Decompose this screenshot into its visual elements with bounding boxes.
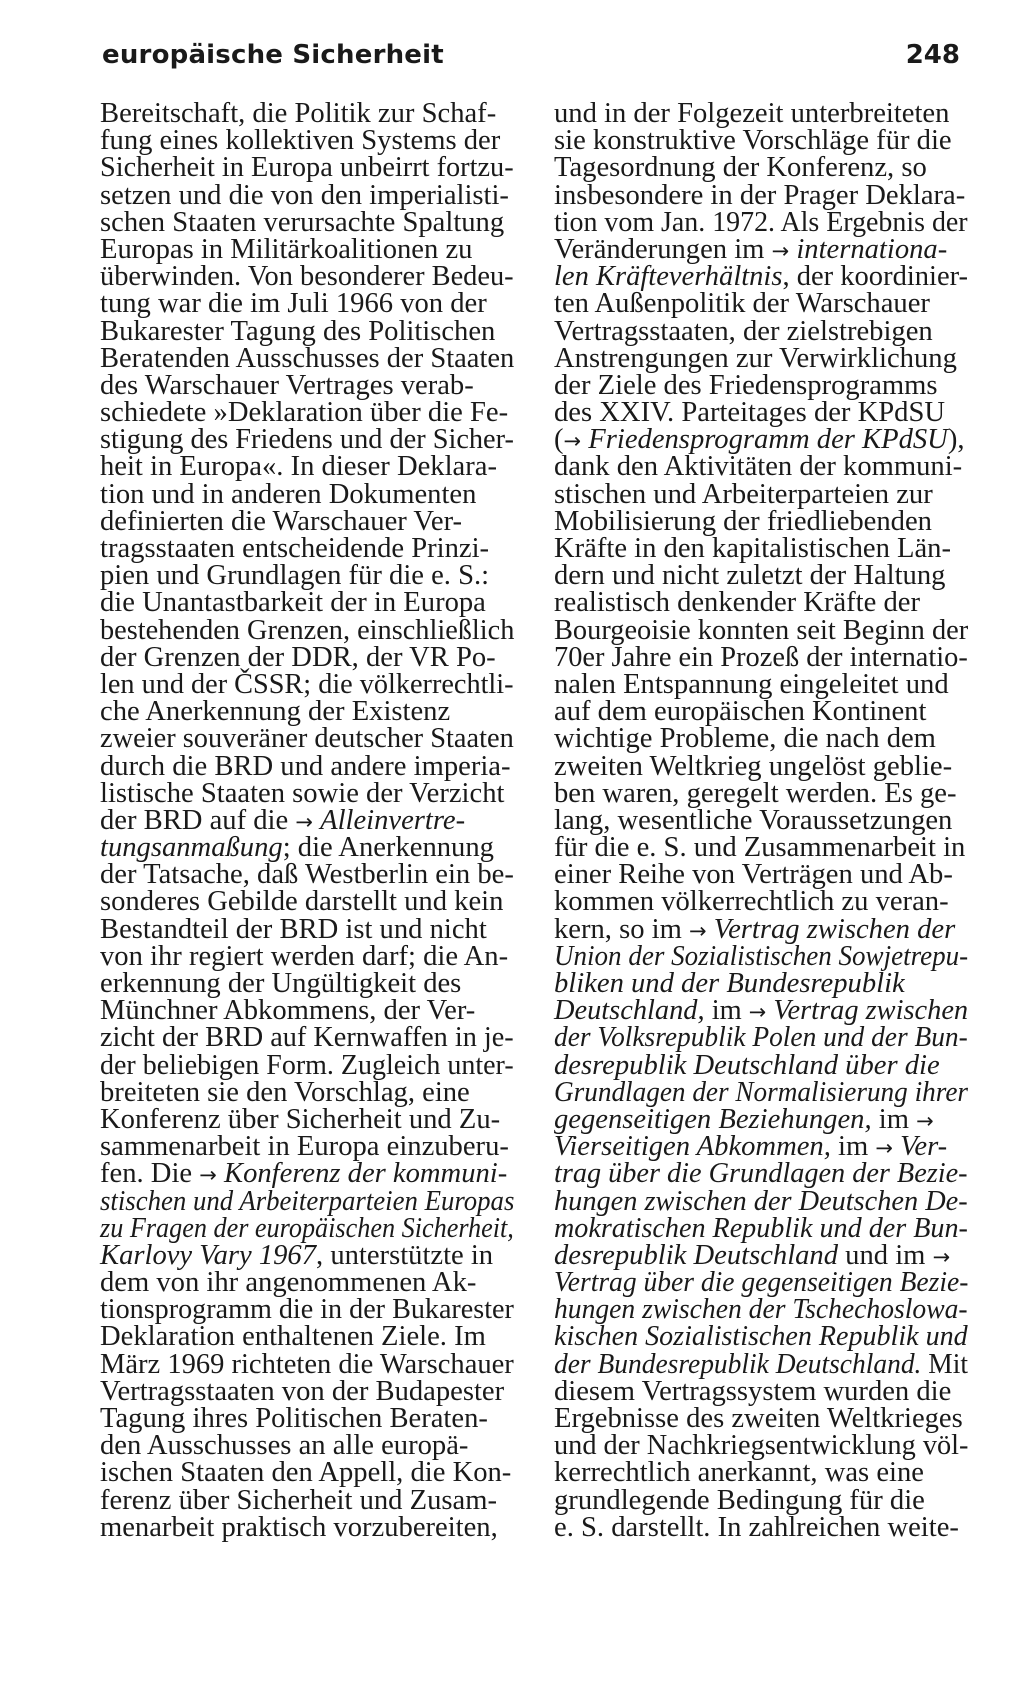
text-line: [100, 233, 514, 265]
text-segment: definierten die Warschauer Ver-: [100, 505, 463, 537]
text-line: [100, 1103, 514, 1135]
text-segment: fung eines kollektiven Systems der: [100, 125, 501, 157]
text-line: [554, 1484, 968, 1516]
text-line: [554, 913, 968, 945]
italic-reference-text: der Bundesrepublik Deutschland.: [554, 1348, 922, 1380]
text-segment: im: [830, 1131, 876, 1163]
text-segment: tragsstaaten entscheidende Prinzi-: [100, 533, 490, 564]
text-segment: stigung des Friedens und der Sicher-: [100, 424, 514, 456]
text-line: [554, 587, 968, 619]
text-segment: e. S. darstellt. In zahlreichen weite-: [554, 1511, 959, 1543]
text-line: [100, 1430, 514, 1462]
text-segment: Bereitschaft, die Politik zur Schaf-: [100, 98, 497, 129]
text-segment: Vertragsstaaten von der Budapester: [100, 1375, 505, 1407]
text-line: [554, 206, 968, 238]
text-segment: dank den Aktivitäten der kommuni-: [554, 451, 963, 483]
text-segment: Anstrengungen zur Verwirklichung: [554, 342, 957, 374]
text-segment: des Warschauer Vertrages verab-: [100, 369, 474, 401]
text-line: [554, 614, 969, 646]
text-line: [554, 1294, 968, 1326]
text-line: [100, 886, 514, 918]
text-segment: März 1969 richteten die Warschauer: [100, 1348, 514, 1380]
text-segment: tionsprogramm die in der Bukarester: [100, 1294, 514, 1326]
text-line: [554, 1511, 968, 1543]
text-segment: auf dem europäischen Kontinent: [554, 696, 927, 728]
text-segment: dem von ihr angenommenen Ak-: [100, 1267, 477, 1299]
text-line: [100, 668, 514, 700]
text-segment: , der koordinier-: [782, 261, 969, 293]
italic-reference-text: Alleinvertre-: [320, 804, 466, 836]
italic-reference-text: Friedensprogramm der KPdSU: [588, 424, 948, 456]
text-line: [554, 288, 968, 320]
text-line: [100, 1185, 515, 1217]
text-segment: heit in Europa«. In dieser Deklara-: [100, 451, 497, 483]
cross-reference-arrow-icon: →: [689, 918, 707, 943]
text-line: [554, 233, 968, 265]
text-line: [554, 804, 968, 836]
text-segment: diesem Vertragssystem wurden die: [554, 1375, 952, 1407]
text-line: [554, 1267, 969, 1299]
text-line: [554, 723, 968, 755]
italic-reference-text: trag über die Grundlagen der Bezie-: [554, 1158, 968, 1190]
text-segment: die Unantastbarkeit der in Europa: [100, 587, 486, 619]
text-segment: Bourgeoisie konnten seit Beginn der: [554, 614, 969, 646]
text-segment: im: [704, 995, 749, 1027]
cross-reference-arrow-icon: →: [563, 429, 582, 454]
italic-reference-text: desrepublik Deutschland über die: [554, 1049, 940, 1081]
italic-reference-text: mokratischen Republik und der Bun-: [554, 1212, 968, 1244]
text-line: [554, 1049, 968, 1081]
cross-reference-arrow-icon: →: [932, 1244, 951, 1269]
italic-reference-text: hungen zwischen der Deutschen De-: [554, 1185, 968, 1217]
text-line: [100, 1484, 514, 1516]
italic-reference-text: gegenseitigen Beziehungen,: [554, 1103, 872, 1135]
text-line: [554, 535, 968, 562]
text-line: [100, 1212, 514, 1244]
text-line: [554, 397, 968, 429]
text-line: [554, 1405, 968, 1432]
text-line: [100, 152, 514, 184]
text-line: [554, 125, 968, 157]
text-segment: sonderes Gebilde darstellt und kein: [100, 886, 504, 918]
text-segment: lang, wesentliche Voraussetzungen: [554, 804, 953, 836]
text-line: [554, 315, 968, 347]
text-line: [554, 369, 968, 401]
page-number: 248: [905, 40, 960, 70]
text-line: [100, 505, 514, 537]
text-line: [100, 1348, 514, 1380]
left-text-column: [100, 100, 514, 1541]
text-line: [100, 424, 514, 456]
text-line: [100, 913, 514, 945]
text-line: [554, 1022, 968, 1054]
text-segment: und im: [838, 1239, 933, 1271]
text-segment: 70er Jahre ein Prozeß der internatio-: [554, 641, 968, 673]
italic-reference-text: desrepublik Deutschland: [554, 1239, 839, 1271]
text-segment: durch die BRD und andere imperia-: [100, 750, 511, 782]
text-line: [100, 451, 514, 483]
text-segment: kerrechtlich anerkannt, was eine: [554, 1457, 924, 1489]
text-segment: kommen völkerrechtlich zu veran-: [554, 886, 949, 918]
text-line: [100, 342, 515, 374]
text-line: [100, 125, 514, 157]
text-segment: der BRD auf die: [100, 804, 296, 836]
text-line: [554, 451, 968, 483]
text-segment: ischen Staaten den Appell, die Kon-: [100, 1457, 512, 1489]
italic-reference-text: Vertrag zwischen der: [713, 913, 956, 945]
text-line: [100, 614, 515, 646]
text-segment: zweier souveräner deutscher Staaten: [100, 723, 514, 755]
text-line: [100, 1076, 514, 1108]
cross-reference-arrow-icon: →: [748, 1000, 767, 1025]
text-line: [554, 261, 969, 293]
text-segment: den Ausschusses an alle europä-: [100, 1430, 469, 1462]
text-line: [100, 995, 514, 1027]
text-line: [554, 424, 968, 456]
italic-reference-text: zu Fragen der europäischen Sicherheit,: [100, 1212, 514, 1244]
text-line: [554, 886, 968, 918]
text-segment: Bestandteil der BRD ist und nicht: [100, 913, 487, 945]
text-line: [100, 641, 514, 673]
text-line: [100, 859, 514, 891]
text-segment: Vertragsstaaten, der zielstrebigen: [554, 315, 933, 347]
text-line: [100, 560, 514, 592]
text-segment: dern und nicht zuletzt der Haltung: [554, 560, 946, 592]
text-line: [100, 1294, 514, 1326]
text-segment: listische Staaten sowie der Verzicht: [100, 777, 505, 809]
italic-reference-text: Vierseitigen Abkommen,: [554, 1131, 831, 1163]
cross-reference-arrow-icon: →: [875, 1136, 893, 1161]
text-line: [100, 777, 514, 809]
text-line: [554, 100, 968, 127]
italic-reference-text: tungsanmaßung: [100, 832, 283, 864]
text-line: [100, 397, 514, 429]
text-segment: , unterstützte in: [316, 1239, 494, 1271]
text-line: [554, 1131, 968, 1163]
text-segment: Sicherheit in Europa unbeirrt fortzu-: [100, 152, 514, 184]
text-segment: insbesondere in der Prager Deklara-: [554, 179, 966, 211]
text-line: [554, 641, 968, 673]
text-line: [554, 1158, 968, 1190]
italic-reference-text: Deutschland,: [554, 995, 705, 1027]
text-segment: erkennung der Ungültigkeit des: [100, 968, 462, 999]
text-segment: setzen und die von den imperialisti-: [100, 179, 509, 211]
italic-reference-text: Grundlagen der Normalisierung ihrer: [554, 1076, 968, 1108]
text-segment: Bukarester Tagung des Politischen: [100, 315, 496, 347]
text-line: [100, 723, 514, 755]
text-segment: bestehenden Grenzen, einschließlich: [100, 614, 515, 646]
text-line: [554, 505, 968, 537]
italic-reference-text: stischen und Arbeiterparteien Europas: [100, 1185, 515, 1217]
text-segment: che Anerkennung der Existenz: [100, 696, 451, 728]
text-segment: ; die Anerkennung: [282, 832, 494, 864]
text-line: [100, 1239, 514, 1271]
page-header-title: europäische Sicherheit: [102, 40, 444, 70]
italic-reference-text: bliken und der Bundesrepublik: [554, 968, 905, 999]
text-segment: der Grenzen der DDR, der VR Po-: [100, 641, 496, 673]
text-line: [554, 1076, 968, 1108]
text-line: [100, 1321, 514, 1353]
text-line: [100, 587, 514, 619]
italic-reference-text: Karlovy Vary 1967: [100, 1239, 317, 1271]
text-line: [554, 750, 968, 782]
text-line: [100, 804, 514, 836]
text-line: [100, 206, 514, 238]
text-line: [554, 1239, 968, 1271]
italic-reference-text: der Volksrepublik Polen und der Bun-: [554, 1022, 968, 1054]
text-segment: grundlegende Bedingung für die: [554, 1484, 925, 1516]
text-line: [100, 1131, 514, 1163]
text-segment: zicht der BRD auf Kernwaffen in je-: [100, 1022, 514, 1054]
text-segment: im: [871, 1103, 917, 1135]
text-segment: überwinden. Von besonderer Bedeu-: [100, 261, 514, 293]
text-segment: und der Nachkriegsentwicklung völ-: [554, 1430, 969, 1462]
text-line: [554, 1212, 968, 1244]
text-segment: nalen Entspannung eingeleitet und: [554, 668, 949, 700]
text-line: [554, 560, 968, 592]
text-segment: schiedete »Deklaration über die Fe-: [100, 397, 509, 429]
text-line: [100, 100, 514, 127]
text-segment: sie konstruktive Vorschläge für die: [554, 125, 952, 157]
italic-reference-text: Ver-: [900, 1131, 948, 1163]
text-segment: zweiten Weltkrieg ungelöst geblie-: [554, 750, 953, 782]
text-segment: tion und in anderen Dokumenten: [100, 478, 477, 510]
text-segment: und in der Folgezeit unterbreiteten: [554, 98, 950, 129]
text-line: [100, 1022, 514, 1054]
text-line: [554, 995, 969, 1027]
text-segment: (: [554, 424, 564, 456]
text-segment: kern, so im: [554, 913, 690, 945]
italic-reference-text: Union der Sozialistischen Sowjetrepu-: [554, 940, 969, 972]
text-segment: von ihr regiert werden darf; die An-: [100, 940, 509, 972]
text-segment: menarbeit praktisch vorzubereiten,: [100, 1511, 498, 1543]
cross-reference-arrow-icon: →: [295, 809, 313, 834]
text-line: [100, 315, 514, 347]
italic-reference-text: Vertrag über die gegenseitigen Bezie-: [554, 1267, 969, 1299]
text-line: [554, 1185, 968, 1217]
text-line: [100, 369, 514, 401]
text-line: [554, 859, 968, 891]
text-segment: ben waren, geregelt werden. Es ge-: [554, 777, 957, 809]
text-line: [100, 832, 514, 864]
text-line: [100, 179, 514, 211]
italic-reference-text: Konferenz der kommuni-: [224, 1158, 508, 1190]
text-segment: Tagesordnung der Konferenz, so: [554, 152, 927, 184]
text-segment: ten Außenpolitik der Warschauer: [554, 288, 930, 320]
text-segment: Münchner Abkommens, der Ver-: [100, 995, 476, 1027]
text-segment: Beratenden Ausschusses der Staaten: [100, 342, 515, 374]
text-segment: des XXIV. Parteitages der KPdSU: [554, 397, 945, 429]
text-segment: ),: [947, 424, 965, 456]
text-line: [100, 1158, 514, 1190]
text-segment: fen. Die: [100, 1158, 200, 1190]
text-segment: ferenz über Sicherheit und Zusam-: [100, 1484, 497, 1516]
text-segment: Europas in Militärkoalitionen zu: [100, 233, 473, 265]
text-segment: für die e. S. und Zusammenarbeit in: [554, 832, 966, 864]
text-segment: Konferenz über Sicherheit und Zu-: [100, 1103, 501, 1135]
text-line: [100, 750, 514, 782]
text-segment: wichtige Probleme, die nach dem: [554, 723, 936, 755]
cross-reference-arrow-icon: →: [199, 1163, 217, 1188]
text-line: [554, 1321, 968, 1353]
text-segment: schen Staaten verursachte Spaltung: [100, 206, 505, 238]
text-line: [554, 1103, 968, 1135]
text-line: [100, 1511, 514, 1543]
cross-reference-arrow-icon: →: [771, 238, 790, 263]
text-segment: Mobilisierung der friedliebenden: [554, 505, 932, 537]
text-segment: der beliebigen Form. Zugleich unter-: [100, 1049, 514, 1081]
text-line: [554, 832, 968, 864]
text-line: [554, 179, 968, 211]
text-line: [554, 1375, 968, 1407]
text-line: [554, 970, 968, 997]
text-segment: breiteten sie den Vorschlag, eine: [100, 1076, 470, 1108]
text-line: [554, 777, 968, 809]
text-segment: len und der ČSSR; die völkerrechtli-: [100, 668, 514, 700]
text-segment: Mit: [921, 1348, 968, 1380]
text-line: [554, 696, 968, 728]
text-line: [554, 152, 968, 184]
text-segment: der Ziele des Friedensprogramms: [554, 369, 938, 401]
text-line: [100, 970, 514, 997]
text-segment: tung war die im Juli 1966 von der: [100, 288, 487, 320]
italic-reference-text: Vertrag zwischen: [773, 995, 969, 1027]
text-segment: Kräfte in den kapitalistischen Län-: [554, 533, 951, 564]
text-line: [100, 1457, 514, 1489]
text-segment: sammenarbeit in Europa einzuberu-: [100, 1131, 509, 1163]
text-segment: pien und Grundlagen für die e. S.:: [100, 560, 490, 592]
text-line: [554, 478, 968, 510]
cross-reference-arrow-icon: →: [916, 1108, 934, 1133]
italic-reference-text: hungen zwischen der Tschechoslowa-: [554, 1294, 968, 1326]
text-segment: Deklaration enthaltenen Ziele. Im: [100, 1321, 486, 1353]
text-line: [100, 478, 514, 510]
text-line: [100, 1049, 514, 1081]
text-line: [554, 1430, 969, 1462]
text-line: [100, 261, 514, 293]
text-line: [100, 288, 514, 320]
text-line: [100, 1267, 514, 1299]
text-segment: Veränderungen im: [554, 233, 772, 265]
text-line: [554, 1348, 968, 1380]
text-line: [100, 535, 514, 562]
italic-reference-text: kischen Sozialistischen Republik und: [554, 1321, 968, 1353]
text-line: [554, 940, 969, 972]
text-segment: stischen und Arbeiterparteien zur: [554, 478, 933, 510]
italic-reference-text: internationa-: [796, 233, 948, 265]
text-segment: einer Reihe von Verträgen und Ab-: [554, 859, 953, 891]
text-line: [100, 1375, 514, 1407]
text-segment: realistisch denkender Kräfte der: [554, 587, 920, 619]
text-segment: tion vom Jan. 1972. Als Ergebnis der: [554, 206, 968, 238]
text-segment: Ergebnisse des zweiten Weltkrieges: [554, 1403, 963, 1434]
right-text-column: [554, 100, 968, 1541]
text-line: [554, 1457, 968, 1489]
text-line: [100, 940, 514, 972]
italic-reference-text: len Kräfteverhältnis: [554, 261, 783, 293]
text-line: [100, 696, 514, 728]
text-line: [554, 342, 968, 374]
text-line: [100, 1405, 514, 1432]
text-segment: Tagung ihres Politischen Beraten-: [100, 1403, 488, 1434]
text-line: [554, 668, 968, 700]
text-segment: der Tatsache, daß Westberlin ein be-: [100, 859, 514, 891]
